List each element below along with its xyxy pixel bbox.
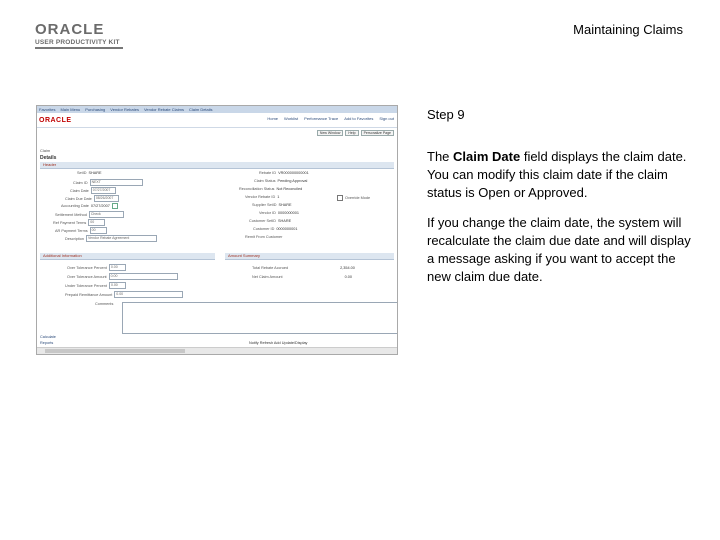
vendor-rebate-id-value: 1: [277, 195, 280, 199]
reports-link[interactable]: Reports: [40, 341, 54, 345]
total-rebate-accrued-label: Total Rebate Accrued: [252, 266, 289, 270]
rebate-id-value: VR000000000001: [278, 171, 309, 175]
over-tolerance-percent-label: Over Tolerance Percent: [67, 265, 107, 270]
customer-id-value: 0000000001: [276, 227, 298, 231]
app-logo: ORACLE: [39, 117, 72, 124]
header-section-label: Header: [43, 162, 57, 167]
claim-id-field: [73, 179, 143, 186]
nav-claim-details[interactable]: Claim Details: [188, 107, 213, 112]
top-navigation: [37, 106, 397, 113]
description-label: Description: [65, 236, 84, 241]
override-mode-label: Override Mode: [345, 196, 371, 200]
supplier-setid-label: Supplier SetID: [252, 203, 277, 207]
net-claim-amount-field: [252, 275, 352, 279]
override-checkbox[interactable]: [337, 195, 343, 201]
description-input[interactable]: Vendor Rebate Agreement: [86, 235, 157, 242]
breadcrumb: Claim: [40, 148, 51, 153]
under-tolerance-percent-field: [65, 282, 126, 289]
help-button[interactable]: Help: [345, 130, 358, 136]
customer-id-field: [253, 227, 297, 231]
total-rebate-accrued-value: 2,354.00: [340, 266, 355, 270]
page-title: Details: [40, 155, 57, 161]
comments-textarea[interactable]: [122, 302, 398, 334]
prepaid-remittance-label: Prepaid Remittance Amount: [65, 292, 113, 297]
link-add-favorites[interactable]: Add to Favorites: [344, 116, 374, 121]
p1-prefix: The: [427, 149, 454, 164]
description-field: [65, 235, 157, 242]
claim-date-field: [70, 187, 116, 194]
instruction-paragraph-2: If you change the claim date, the system will recalculate the claim due date and will display a message asking if you want to accept the new claim due date.: [427, 215, 691, 284]
nav-vendor-rebates[interactable]: Vendor Rebates: [110, 107, 139, 112]
additional-info-bar[interactable]: [40, 253, 215, 260]
application-screenshot: [36, 105, 398, 355]
reconciliation-status-label: Reconciliation Status: [239, 187, 275, 191]
ar-payment-terms-label: AR Payment Terms: [55, 228, 88, 233]
override-mode-field: [337, 195, 370, 201]
app-header: [37, 113, 397, 128]
step-label: Step 9: [427, 107, 465, 122]
accounting-date-field: [61, 203, 118, 209]
customer-setid-value: SHARE: [278, 219, 292, 223]
customer-setid-label: Customer SetID: [249, 219, 277, 223]
vendor-rebate-id-label: Vendor Rebate ID: [245, 195, 276, 199]
claim-date-label: Claim Date: [70, 188, 89, 193]
new-window-button[interactable]: New Window: [317, 130, 343, 136]
supplier-setid-value: SHARE: [278, 203, 292, 207]
logo-divider: [35, 47, 123, 49]
horizontal-scrollbar[interactable]: [37, 347, 397, 354]
vendor-id-value: 0000000001: [277, 211, 300, 215]
sub-toolbar: [37, 128, 397, 138]
supplier-setid-field: [252, 203, 292, 207]
comments-label: Comments: [95, 302, 114, 306]
ar-payment-terms-input[interactable]: 00: [90, 227, 107, 234]
header-section-bar[interactable]: [40, 162, 394, 169]
over-tolerance-amount-field: [67, 273, 178, 280]
net-claim-amount-value: 0.00: [344, 275, 352, 279]
link-sign-out[interactable]: Sign out: [379, 116, 394, 121]
settlement-method-label: Settlement Method: [55, 212, 87, 217]
ref-payment-terms-label: Ref Payment Terms: [53, 220, 87, 225]
reports-link-wrap: [40, 341, 53, 345]
p1-field-name: Claim Date: [453, 149, 521, 164]
bottom-navigation: [249, 341, 307, 345]
calendar-icon[interactable]: [112, 203, 118, 209]
vendor-id-label: Vendor ID: [259, 211, 276, 215]
remit-from-customer-label: Remit From Customer: [245, 235, 283, 239]
claim-status-field: [254, 179, 307, 183]
claim-due-date-label: Claim Due Date: [65, 196, 92, 201]
claim-due-date-input[interactable]: 08/26/2007: [94, 195, 119, 202]
remit-from-customer-field: [245, 235, 282, 239]
document-title: Maintaining Claims: [573, 22, 683, 37]
claim-id-input[interactable]: NEXT: [90, 179, 143, 186]
instruction-paragraph-1: [427, 148, 692, 202]
vendor-id-field: [259, 211, 299, 215]
link-worklist[interactable]: Worklist: [284, 116, 299, 121]
net-claim-amount-label: Net Claim Amount: [252, 275, 283, 279]
comments-field: [95, 302, 113, 306]
reconciliation-status-value: Not Reconciled: [276, 187, 303, 191]
total-rebate-accrued-field: [252, 266, 355, 270]
nav-favorites[interactable]: Favorites: [39, 107, 56, 112]
nav-main-menu[interactable]: Main Menu: [60, 107, 81, 112]
over-tolerance-amount-input[interactable]: 0.00: [109, 273, 178, 280]
rebate-id-field: [259, 171, 309, 175]
setid-value: SHARE: [88, 171, 102, 175]
customer-id-label: Customer ID: [253, 227, 275, 231]
accounting-date-value: 07/27/2007: [90, 204, 110, 208]
prepaid-remittance-field: [65, 291, 183, 298]
setid-label: SetID: [77, 171, 87, 175]
ref-payment-terms-input[interactable]: 00: [88, 219, 105, 226]
p1-suffix: field displays the claim date. You can modify this claim date if the claim status is Open or Approved.: [427, 149, 687, 200]
nav-vendor-rebate-claims[interactable]: Vendor Rebate Claims: [143, 107, 184, 112]
nav-purchasing[interactable]: Purchasing: [85, 107, 106, 112]
over-tolerance-amount-label: Over Tolerance Amount: [67, 274, 107, 279]
personalize-page-button[interactable]: Personalize Page: [361, 130, 394, 136]
ar-payment-terms-field: [55, 227, 107, 234]
oracle-upk-logo: [35, 22, 125, 46]
logo-subtitle: USER PRODUCTIVITY KIT: [35, 39, 120, 46]
link-performance-trace[interactable]: Performance Trace: [304, 116, 339, 121]
calculate-link-wrap: [40, 335, 56, 339]
settlement-method-select[interactable]: Check: [89, 211, 124, 218]
rebate-id-label: Rebate ID: [259, 171, 277, 175]
accounting-date-label: Accounting Date: [61, 204, 89, 208]
claim-id-label: Claim ID: [73, 180, 88, 185]
claim-status-value: Pending Approval: [277, 179, 308, 183]
ref-payment-terms-field: [53, 219, 105, 226]
setid-field: [77, 171, 102, 175]
under-tolerance-percent-label: Under Tolerance Percent: [65, 283, 107, 288]
additional-info-label: Additional Information: [43, 253, 82, 258]
amount-summary-label: Amount Summary: [228, 253, 261, 258]
reconciliation-status-field: [239, 187, 302, 191]
bottom-nav-links[interactable]: Notify Refresh Add Update/Display: [249, 341, 308, 345]
calculate-link[interactable]: Calculate: [40, 335, 56, 339]
under-tolerance-percent-input[interactable]: 0.00: [109, 282, 126, 289]
scrollbar-thumb[interactable]: [45, 349, 185, 353]
vendor-rebate-id-field: [245, 195, 279, 199]
amount-summary-bar[interactable]: [225, 253, 394, 260]
claim-date-input[interactable]: 07/27/2007: [91, 187, 116, 194]
header-links: [267, 116, 394, 121]
settlement-method-field: [55, 211, 124, 218]
customer-setid-field: [249, 219, 291, 223]
claim-due-date-field: [65, 195, 119, 202]
over-tolerance-percent-field: [67, 264, 126, 271]
prepaid-remittance-input[interactable]: 0.00: [114, 291, 183, 298]
link-home[interactable]: Home: [267, 116, 279, 121]
logo-oracle-text: ORACLE: [35, 21, 105, 38]
claim-status-label: Claim Status: [254, 179, 276, 183]
over-tolerance-percent-input[interactable]: 0.00: [109, 264, 126, 271]
